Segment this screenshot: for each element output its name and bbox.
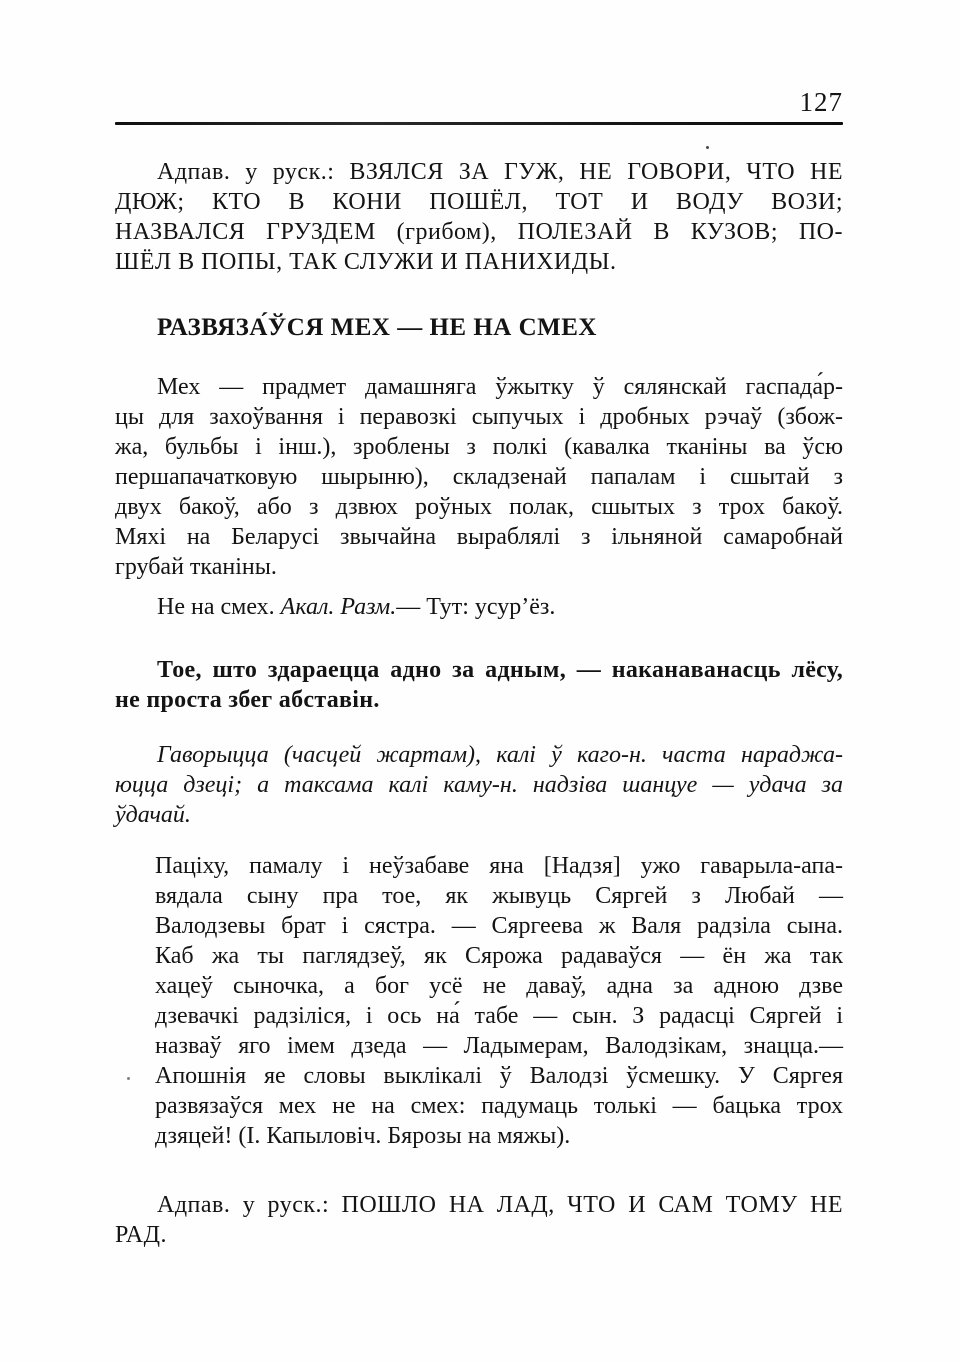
text-line: Адпав. у руск.: ВЗЯЛСЯ ЗА ГУЖ, НЕ ГОВОРИ, ЧТО НЕ xyxy=(157,159,843,185)
text-line: развязаўся мех не на смех: падумаць толькі — бацька трох xyxy=(155,1093,843,1119)
russian-equivalent-bottom xyxy=(115,1190,843,1250)
text-line: Апошнія яе словы выклікалі ў Валодзі ўсмешку. У Сяргея xyxy=(155,1063,843,1089)
text-line: грубай тканіны. xyxy=(115,554,277,580)
text-line: назваў яго імем дзеда — Ладымерам, Валодзікам, знацца.— xyxy=(155,1033,843,1059)
text-line: Адпав. у руск.: ПОШЛО НА ЛАД, ЧТО И САМ ТОМУ НЕ xyxy=(157,1192,843,1218)
text-line: Паціху, памалу і неўзабаве яна [Надзя] ужо гаварыла-апа- xyxy=(155,853,843,879)
text-line: Валодзевы брат і сястра. — Сяргеева ж Валя радзіла сына. xyxy=(155,913,843,939)
variant-note-line xyxy=(115,592,843,622)
text-line: Тое, што здараецца адно за адным, — наканаванасць лёсу, xyxy=(157,657,843,683)
text-line: НАЗВАЛСЯ ГРУЗДЕМ (грибом), ПОЛЕЗАЙ В КУЗОВ; ПО- xyxy=(115,219,843,245)
text-line: Мех — прадмет дамашняга ўжытку ў сялянскай гаспада́р- xyxy=(157,374,843,400)
usage-note-paragraph xyxy=(115,740,843,830)
russian-equivalent-top xyxy=(115,157,843,277)
entry-headword: РАЗВЯЗА́ЎСЯ МЕХ — НЕ НА СМЕХ xyxy=(157,314,597,341)
text-line: ШЁЛ В ПОПЫ, ТАК СЛУЖИ И ПАНИХИДЫ. xyxy=(115,249,617,275)
quotation-paragraph xyxy=(155,851,843,1151)
text-line: хацеў сыночка, а бог усё не даваў, адна за адною дзве xyxy=(155,973,843,999)
text-line: двух бакоў, або з дзвюх роўных полак, сшытых з трох бакоў. xyxy=(115,494,843,520)
text-line: першапачатковую шырыню), складзенай папалам і сшытай з xyxy=(115,464,843,490)
text-line: дзяцей! (І. Капыловіч. Бярозы на мяжы). xyxy=(155,1123,571,1149)
meaning-paragraph xyxy=(115,655,843,715)
text-line: Мяхі на Беларусі звычайна выраблялі з ільняной самаробнай xyxy=(115,524,843,550)
text-line: Гаворыцца (часцей жартам), калі ў каго-н. часта нараджа- xyxy=(157,742,843,768)
text-line: цы для захоўвання і перавозкі сыпучых і дробных рэчаў (збож- xyxy=(115,404,843,430)
scan-speckle xyxy=(706,146,709,149)
grammar-style-label: Акал. Разм. xyxy=(280,594,397,620)
page-header xyxy=(115,88,843,125)
text-line: дзевачкі радзіліся, і ось на́ табе — сын. З радасці Сяргей і xyxy=(155,1003,843,1029)
text-line: юцца дзеці; а таксама калі каму-н. надзіва шанцуе — удача за xyxy=(115,772,843,798)
scan-speckle xyxy=(127,1077,130,1080)
text-line: ДЮЖ; КТО В КОНИ ПОШЁЛ, ТОТ И ВОДУ ВОЗИ; xyxy=(115,189,843,215)
text-line: не проста збег абставін. xyxy=(115,687,380,713)
variant-note-gloss: — Тут: усур’ёз. xyxy=(396,594,556,620)
header-rule xyxy=(115,122,843,125)
text-line: вядала сыну пра тое, як жывуць Сяргей з Любай — xyxy=(155,883,843,909)
text-line: Каб жа ты паглядзеў, як Сярожа радаваўся — ён жа так xyxy=(155,943,843,969)
variant-note-form: Не на смех. xyxy=(157,594,281,620)
text-line: жа, бульбы і інш.), зроблены з полкі (кавалка тканіны ва ўсю xyxy=(115,434,843,460)
text-line: РАД. xyxy=(115,1222,167,1248)
text-column xyxy=(115,88,843,1250)
text-line: ўдачай. xyxy=(115,802,191,828)
page-number: 127 xyxy=(799,87,843,117)
definition-paragraph xyxy=(115,372,843,582)
